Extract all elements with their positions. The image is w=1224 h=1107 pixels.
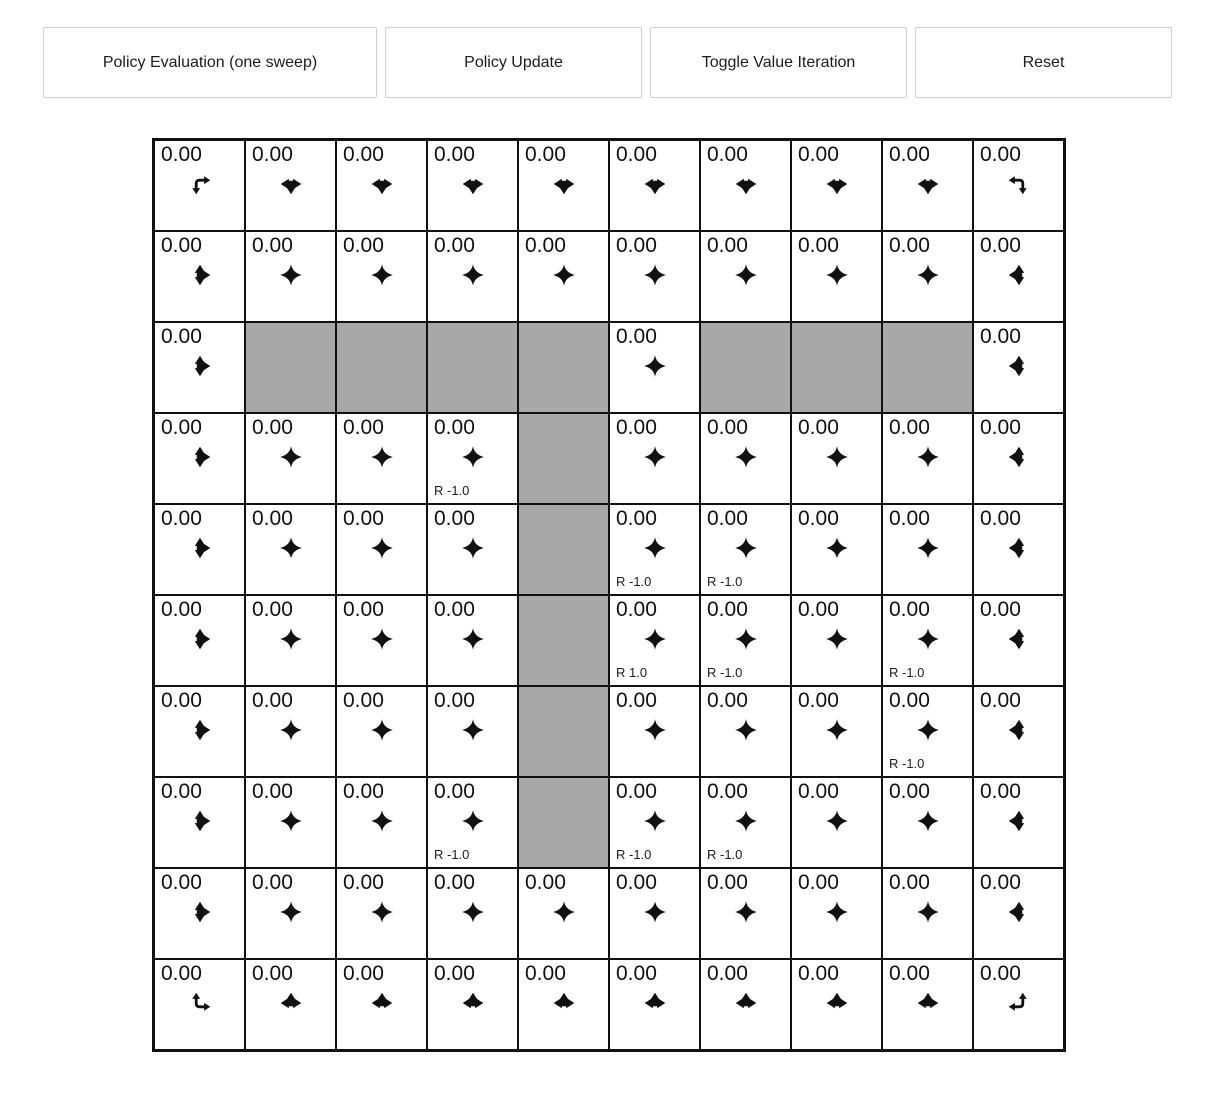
state-value: 0.00 — [616, 598, 657, 621]
policy-arrows-left-right-up-icon — [824, 990, 850, 1016]
reward-label: R -1.0 — [434, 483, 470, 498]
state-value: 0.00 — [252, 598, 293, 621]
grid-cell — [154, 959, 245, 1050]
policy-arrows-left-right-up-icon — [551, 990, 577, 1016]
state-value: 0.00 — [252, 234, 293, 257]
reward-label: R -1.0 — [889, 756, 925, 771]
state-value: 0.00 — [343, 234, 384, 257]
state-value: 0.00 — [616, 325, 657, 348]
grid-cell — [427, 231, 518, 322]
policy-arrows-all-directions-icon — [278, 444, 304, 470]
state-value: 0.00 — [980, 689, 1021, 712]
grid-cell — [154, 322, 245, 413]
grid-cell — [154, 413, 245, 504]
policy-arrows-all-directions-icon — [733, 808, 759, 834]
policy-arrows-left-right-down-icon — [551, 171, 577, 197]
wall-cell — [791, 322, 882, 413]
state-value: 0.00 — [161, 871, 202, 894]
state-value: 0.00 — [161, 143, 202, 166]
grid-cell — [154, 868, 245, 959]
grid-cell — [154, 686, 245, 777]
grid-cell — [245, 504, 336, 595]
grid-cell — [609, 231, 700, 322]
state-value: 0.00 — [252, 780, 293, 803]
grid-cell — [882, 413, 973, 504]
state-value: 0.00 — [798, 871, 839, 894]
state-value: 0.00 — [980, 780, 1021, 803]
policy-arrows-all-directions-icon — [460, 899, 486, 925]
policy-arrows-all-directions-icon — [824, 899, 850, 925]
grid-cell — [518, 868, 609, 959]
policy-arrows-left-right-down-icon — [460, 171, 486, 197]
policy-arrows-all-directions-icon — [824, 262, 850, 288]
policy-arrows-all-directions-icon — [460, 262, 486, 288]
policy-evaluation-button[interactable]: Policy Evaluation (one sweep) — [43, 27, 377, 98]
grid-cell — [882, 140, 973, 231]
grid-cell — [700, 140, 791, 231]
wall-cell — [518, 777, 609, 868]
state-value: 0.00 — [980, 871, 1021, 894]
state-value: 0.00 — [616, 143, 657, 166]
grid-cell — [154, 777, 245, 868]
policy-arrows-all-directions-icon — [369, 262, 395, 288]
state-value: 0.00 — [798, 689, 839, 712]
state-value: 0.00 — [434, 871, 475, 894]
grid-cell — [245, 413, 336, 504]
state-value: 0.00 — [798, 143, 839, 166]
state-value: 0.00 — [798, 962, 839, 985]
policy-arrows-up-right-down-icon — [187, 262, 213, 288]
policy-arrows-all-directions-icon — [369, 535, 395, 561]
grid-cell — [700, 413, 791, 504]
policy-arrows-all-directions-icon — [824, 626, 850, 652]
wall-cell — [518, 413, 609, 504]
grid-cell — [336, 686, 427, 777]
policy-arrows-all-directions-icon — [915, 262, 941, 288]
policy-arrows-left-right-up-icon — [733, 990, 759, 1016]
policy-arrows-all-directions-icon — [369, 626, 395, 652]
policy-arrows-all-directions-icon — [733, 626, 759, 652]
grid-cell — [427, 140, 518, 231]
grid-cell — [973, 413, 1064, 504]
policy-arrows-all-directions-icon — [460, 717, 486, 743]
grid-cell — [427, 777, 518, 868]
state-value: 0.00 — [616, 962, 657, 985]
policy-arrows-left-right-down-icon — [733, 171, 759, 197]
grid-cell — [427, 686, 518, 777]
policy-arrow-up-left-icon — [1006, 990, 1032, 1016]
state-value: 0.00 — [889, 871, 930, 894]
grid-cell — [700, 959, 791, 1050]
state-value: 0.00 — [252, 871, 293, 894]
state-value: 0.00 — [707, 871, 748, 894]
state-value: 0.00 — [889, 598, 930, 621]
state-value: 0.00 — [434, 416, 475, 439]
grid-cell — [245, 595, 336, 686]
policy-arrows-all-directions-icon — [915, 626, 941, 652]
toolbar — [43, 27, 1172, 98]
wall-cell — [245, 322, 336, 413]
state-value: 0.00 — [616, 689, 657, 712]
grid-cell — [700, 868, 791, 959]
grid-cell — [882, 686, 973, 777]
grid-cell — [973, 595, 1064, 686]
policy-arrows-all-directions-icon — [642, 444, 668, 470]
policy-arrows-up-right-down-icon — [187, 353, 213, 379]
policy-arrows-up-left-down-icon — [1006, 899, 1032, 925]
grid-cell — [882, 868, 973, 959]
policy-arrows-all-directions-icon — [551, 262, 577, 288]
policy-arrows-left-right-up-icon — [642, 990, 668, 1016]
wall-cell — [427, 322, 518, 413]
policy-arrows-left-right-up-icon — [278, 990, 304, 1016]
policy-arrows-all-directions-icon — [733, 717, 759, 743]
grid-cell — [609, 959, 700, 1050]
grid-cell — [609, 686, 700, 777]
policy-arrows-all-directions-icon — [733, 444, 759, 470]
grid-cell — [245, 686, 336, 777]
policy-update-button[interactable]: Policy Update — [385, 27, 642, 98]
state-value: 0.00 — [343, 871, 384, 894]
grid-cell — [791, 231, 882, 322]
state-value: 0.00 — [798, 598, 839, 621]
state-value: 0.00 — [161, 507, 202, 530]
policy-arrows-all-directions-icon — [551, 899, 577, 925]
policy-arrows-all-directions-icon — [460, 444, 486, 470]
grid-cell — [700, 504, 791, 595]
policy-arrows-all-directions-icon — [460, 808, 486, 834]
state-value: 0.00 — [798, 780, 839, 803]
policy-arrows-all-directions-icon — [642, 808, 668, 834]
state-value: 0.00 — [434, 598, 475, 621]
state-value: 0.00 — [161, 598, 202, 621]
wall-cell — [518, 504, 609, 595]
policy-arrows-all-directions-icon — [824, 535, 850, 561]
grid-cell — [154, 140, 245, 231]
policy-arrows-up-right-down-icon — [187, 444, 213, 470]
grid-cell — [973, 140, 1064, 231]
policy-arrows-up-left-down-icon — [1006, 444, 1032, 470]
grid-cell — [791, 140, 882, 231]
state-value: 0.00 — [434, 143, 475, 166]
policy-arrows-all-directions-icon — [824, 444, 850, 470]
policy-arrows-all-directions-icon — [369, 444, 395, 470]
grid-cell — [518, 231, 609, 322]
grid-cell — [973, 231, 1064, 322]
policy-arrows-all-directions-icon — [278, 899, 304, 925]
state-value: 0.00 — [798, 507, 839, 530]
state-value: 0.00 — [252, 143, 293, 166]
grid-cell — [427, 504, 518, 595]
state-value: 0.00 — [343, 962, 384, 985]
reward-label: R -1.0 — [707, 665, 743, 680]
policy-arrows-all-directions-icon — [278, 717, 304, 743]
state-value: 0.00 — [889, 143, 930, 166]
state-value: 0.00 — [525, 871, 566, 894]
policy-arrows-all-directions-icon — [278, 808, 304, 834]
state-value: 0.00 — [161, 689, 202, 712]
grid-cell — [609, 504, 700, 595]
state-value: 0.00 — [252, 507, 293, 530]
policy-arrows-all-directions-icon — [278, 535, 304, 561]
policy-arrows-all-directions-icon — [460, 626, 486, 652]
wall-cell — [518, 686, 609, 777]
state-value: 0.00 — [980, 234, 1021, 257]
grid-cell — [427, 413, 518, 504]
grid-cell — [245, 868, 336, 959]
grid-cell — [791, 595, 882, 686]
policy-arrows-all-directions-icon — [915, 444, 941, 470]
grid-cell — [154, 504, 245, 595]
policy-arrows-up-left-down-icon — [1006, 717, 1032, 743]
policy-arrows-up-left-down-icon — [1006, 353, 1032, 379]
state-value: 0.00 — [707, 507, 748, 530]
grid-cell — [336, 868, 427, 959]
policy-arrows-all-directions-icon — [733, 535, 759, 561]
grid-cell — [882, 777, 973, 868]
policy-arrows-left-right-up-icon — [369, 990, 395, 1016]
reward-label: R -1.0 — [616, 847, 652, 862]
policy-arrows-all-directions-icon — [915, 717, 941, 743]
state-value: 0.00 — [980, 962, 1021, 985]
state-value: 0.00 — [252, 416, 293, 439]
state-value: 0.00 — [980, 143, 1021, 166]
state-value: 0.00 — [525, 962, 566, 985]
grid-cell — [336, 231, 427, 322]
policy-arrows-all-directions-icon — [824, 808, 850, 834]
grid-cell — [336, 959, 427, 1050]
state-value: 0.00 — [161, 780, 202, 803]
grid-cell — [791, 413, 882, 504]
grid-cell — [700, 231, 791, 322]
state-value: 0.00 — [616, 780, 657, 803]
state-value: 0.00 — [252, 962, 293, 985]
grid-cell — [336, 777, 427, 868]
wall-cell — [336, 322, 427, 413]
policy-arrows-all-directions-icon — [824, 717, 850, 743]
policy-arrows-all-directions-icon — [460, 535, 486, 561]
state-value: 0.00 — [980, 507, 1021, 530]
grid-cell — [518, 959, 609, 1050]
grid-cell — [336, 413, 427, 504]
wall-cell — [882, 322, 973, 413]
policy-arrows-left-right-down-icon — [369, 171, 395, 197]
wall-cell — [518, 322, 609, 413]
policy-arrows-all-directions-icon — [642, 626, 668, 652]
grid-cell — [973, 322, 1064, 413]
state-value: 0.00 — [161, 416, 202, 439]
reward-label: R -1.0 — [616, 574, 652, 589]
policy-arrows-up-right-down-icon — [187, 899, 213, 925]
grid-cell — [973, 777, 1064, 868]
state-value: 0.00 — [343, 598, 384, 621]
state-value: 0.00 — [889, 416, 930, 439]
grid-cell — [336, 595, 427, 686]
grid-cell — [245, 959, 336, 1050]
grid-cell — [973, 504, 1064, 595]
state-value: 0.00 — [889, 507, 930, 530]
state-value: 0.00 — [434, 780, 475, 803]
state-value: 0.00 — [889, 780, 930, 803]
policy-arrows-up-right-down-icon — [187, 717, 213, 743]
state-value: 0.00 — [434, 689, 475, 712]
policy-arrows-all-directions-icon — [278, 626, 304, 652]
reward-label: R -1.0 — [889, 665, 925, 680]
grid-cell — [791, 504, 882, 595]
grid-cell — [791, 777, 882, 868]
state-value: 0.00 — [798, 416, 839, 439]
state-value: 0.00 — [616, 871, 657, 894]
policy-arrows-all-directions-icon — [278, 262, 304, 288]
state-value: 0.00 — [525, 143, 566, 166]
grid-cell — [609, 777, 700, 868]
policy-arrows-up-left-down-icon — [1006, 808, 1032, 834]
state-value: 0.00 — [343, 780, 384, 803]
reward-label: R -1.0 — [707, 847, 743, 862]
grid-cell — [609, 140, 700, 231]
policy-arrows-left-right-up-icon — [915, 990, 941, 1016]
grid-cell — [882, 595, 973, 686]
policy-arrows-left-right-down-icon — [824, 171, 850, 197]
grid-cell — [427, 959, 518, 1050]
grid-cell — [245, 231, 336, 322]
grid-cell — [245, 140, 336, 231]
reset-button[interactable]: Reset — [915, 27, 1172, 98]
state-value: 0.00 — [707, 780, 748, 803]
policy-arrows-all-directions-icon — [642, 535, 668, 561]
policy-arrows-left-right-up-icon — [460, 990, 486, 1016]
grid-cell — [245, 777, 336, 868]
policy-arrows-all-directions-icon — [642, 717, 668, 743]
state-value: 0.00 — [980, 598, 1021, 621]
policy-arrows-up-left-down-icon — [1006, 262, 1032, 288]
policy-arrows-up-left-down-icon — [1006, 535, 1032, 561]
state-value: 0.00 — [434, 234, 475, 257]
state-value: 0.00 — [798, 234, 839, 257]
state-value: 0.00 — [434, 962, 475, 985]
grid-cell — [791, 868, 882, 959]
state-value: 0.00 — [616, 507, 657, 530]
state-value: 0.00 — [616, 416, 657, 439]
state-value: 0.00 — [343, 143, 384, 166]
state-value: 0.00 — [889, 234, 930, 257]
policy-arrows-up-right-down-icon — [187, 626, 213, 652]
grid-cell — [700, 777, 791, 868]
grid-cell — [882, 959, 973, 1050]
grid-cell — [609, 322, 700, 413]
grid-cell — [609, 868, 700, 959]
state-value: 0.00 — [434, 507, 475, 530]
policy-arrows-all-directions-icon — [369, 717, 395, 743]
policy-arrows-all-directions-icon — [642, 262, 668, 288]
state-value: 0.00 — [161, 325, 202, 348]
state-value: 0.00 — [343, 507, 384, 530]
policy-arrows-left-right-down-icon — [278, 171, 304, 197]
state-value: 0.00 — [980, 325, 1021, 348]
state-value: 0.00 — [343, 416, 384, 439]
grid-cell — [427, 595, 518, 686]
state-value: 0.00 — [252, 689, 293, 712]
grid-cell — [609, 595, 700, 686]
state-value: 0.00 — [161, 962, 202, 985]
grid-cell — [427, 868, 518, 959]
policy-arrows-left-right-down-icon — [915, 171, 941, 197]
grid-cell — [973, 686, 1064, 777]
grid-cell — [518, 140, 609, 231]
grid-cell — [882, 504, 973, 595]
grid-cell — [791, 686, 882, 777]
policy-arrows-all-directions-icon — [915, 535, 941, 561]
grid-cell — [973, 868, 1064, 959]
state-value: 0.00 — [161, 234, 202, 257]
policy-arrows-left-right-down-icon — [642, 171, 668, 197]
state-value: 0.00 — [889, 962, 930, 985]
policy-arrows-all-directions-icon — [915, 899, 941, 925]
state-value: 0.00 — [525, 234, 566, 257]
policy-arrows-all-directions-icon — [915, 808, 941, 834]
state-value: 0.00 — [707, 689, 748, 712]
policy-arrows-all-directions-icon — [369, 899, 395, 925]
grid-cell — [336, 504, 427, 595]
state-value: 0.00 — [889, 689, 930, 712]
state-value: 0.00 — [707, 416, 748, 439]
wall-cell — [518, 595, 609, 686]
state-value: 0.00 — [707, 143, 748, 166]
policy-arrows-all-directions-icon — [369, 808, 395, 834]
policy-arrows-all-directions-icon — [733, 262, 759, 288]
wall-cell — [700, 322, 791, 413]
grid-cell — [700, 686, 791, 777]
grid-cell — [973, 959, 1064, 1050]
policy-arrows-all-directions-icon — [733, 899, 759, 925]
grid-cell — [154, 595, 245, 686]
policy-arrows-all-directions-icon — [642, 353, 668, 379]
state-value: 0.00 — [707, 962, 748, 985]
reward-label: R 1.0 — [616, 665, 648, 680]
grid-cell — [609, 413, 700, 504]
policy-arrows-all-directions-icon — [642, 899, 668, 925]
policy-arrows-up-right-down-icon — [187, 808, 213, 834]
reward-label: R -1.0 — [434, 847, 470, 862]
grid-cell — [700, 595, 791, 686]
state-value: 0.00 — [616, 234, 657, 257]
state-value: 0.00 — [707, 598, 748, 621]
policy-arrow-up-right-icon — [187, 990, 213, 1016]
policy-arrows-up-right-down-icon — [187, 535, 213, 561]
state-value: 0.00 — [707, 234, 748, 257]
reward-label: R -1.0 — [707, 574, 743, 589]
grid-cell — [154, 231, 245, 322]
grid-cell — [336, 140, 427, 231]
grid-cell — [791, 959, 882, 1050]
grid-cell — [882, 231, 973, 322]
policy-arrows-up-left-down-icon — [1006, 626, 1032, 652]
state-value: 0.00 — [980, 416, 1021, 439]
policy-arrow-down-left-icon — [1006, 171, 1032, 197]
policy-arrow-down-right-icon — [187, 171, 213, 197]
toggle-value-iteration-button[interactable]: Toggle Value Iteration — [650, 27, 907, 98]
state-value: 0.00 — [343, 689, 384, 712]
gridworld — [152, 138, 1066, 1052]
